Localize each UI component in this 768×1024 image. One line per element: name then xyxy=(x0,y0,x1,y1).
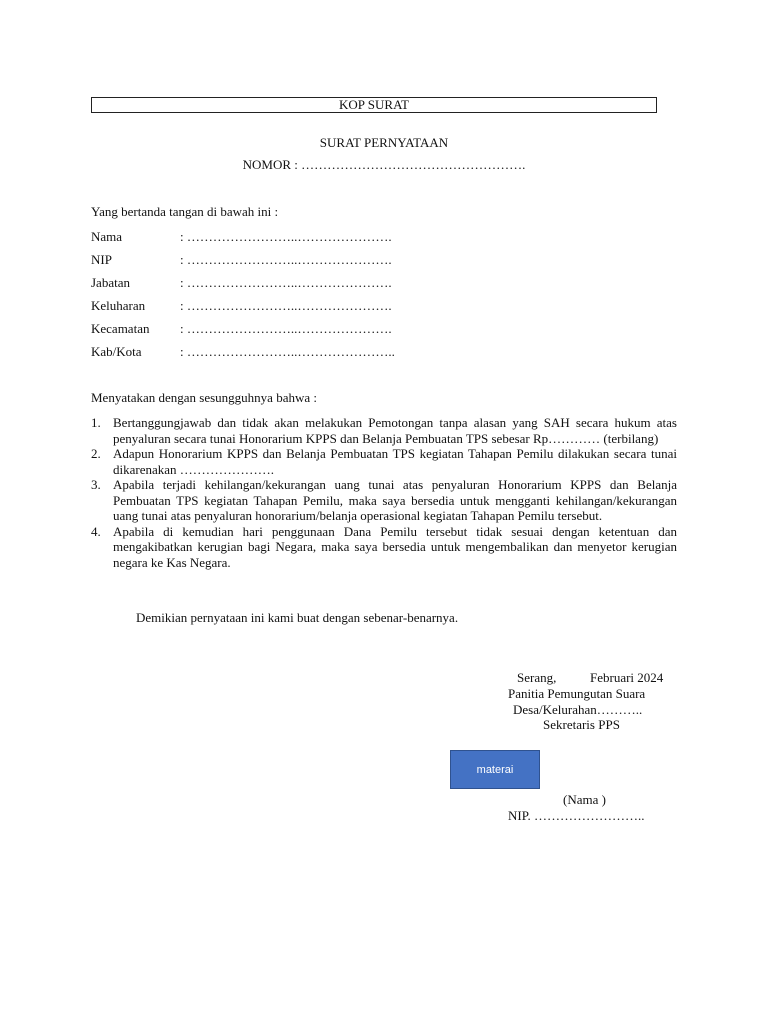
statement-list xyxy=(91,415,677,570)
field-label-nip: NIP xyxy=(91,252,112,267)
signature-nip: NIP. …………………….. xyxy=(508,808,645,823)
signature-name: (Nama ) xyxy=(563,792,606,807)
field-value-kab-kota: : ……………………..………………….. xyxy=(180,344,395,359)
intro-text: Yang bertanda tangan di bawah ini : xyxy=(91,204,279,219)
materai-stamp-box xyxy=(450,750,540,789)
field-value-keluharan: : ……………………..…………………. xyxy=(180,298,392,313)
list-item-number: 3. xyxy=(91,477,101,492)
materai-label: materai xyxy=(476,763,514,776)
field-label-keluharan: Keluharan xyxy=(91,298,146,313)
field-value-kecamatan: : ……………………..…………………. xyxy=(180,321,392,336)
list-item-text: Apabila di kemudian hari penggunaan Dana Pemilu tersebut tidak sesuai dengan ketentuan dan mengakibatkan kerugian bagi Negara, maka saya bersedia untuk mengembalikan dan menyetor kerugian negara ke Kas Negara. xyxy=(113,523,677,570)
list-item xyxy=(91,446,677,477)
field-label-kecamatan: Kecamatan xyxy=(91,321,150,336)
statement-intro: Menyatakan dengan sesungguhnya bahwa : xyxy=(91,390,317,405)
list-item-number: 2. xyxy=(91,446,101,461)
list-item xyxy=(91,524,677,571)
list-item-number: 4. xyxy=(91,523,101,539)
document-number: NOMOR : ……………………………………………. xyxy=(242,157,526,172)
list-item xyxy=(91,415,677,446)
signature-org: Panitia Pemungutan Suara xyxy=(508,686,646,701)
list-item-text: Adapun Honorarium KPPS dan Belanja Pembuatan TPS kegiatan Tahapan Pemilu dilakukan secara tunai dikarenakan …………………. xyxy=(113,446,677,477)
field-value-jabatan: : ……………………..…………………. xyxy=(180,275,392,290)
kop-surat-box: KOP SURAT xyxy=(91,97,657,113)
field-label-kab-kota: Kab/Kota xyxy=(91,344,142,359)
signature-position: Sekretaris PPS xyxy=(543,717,620,732)
list-item-text: Bertanggungjawab dan tidak akan melakukan Pemotongan tanpa alasan yang SAH secara hukum atas penyaluran secara tunai Honorarium KPPS dan Belanja Pembuatan TPS sebesar Rp………… (terbilang) xyxy=(113,415,677,446)
field-value-nama: : ……………………..…………………. xyxy=(180,229,392,244)
field-value-nip: : ……………………..…………………. xyxy=(180,252,392,267)
closing-text: Demikian pernyataan ini kami buat dengan sebenar-benarnya. xyxy=(136,610,459,625)
signature-place: Serang, xyxy=(517,670,557,685)
field-label-jabatan: Jabatan xyxy=(91,275,130,290)
list-item-number: 1. xyxy=(91,415,101,430)
signature-desa: Desa/Kelurahan……….. xyxy=(513,702,643,717)
list-item-text: Apabila terjadi kehilangan/kekurangan uang tunai atas penyaluran Honorarium KPPS dan Belanja Pembuatan TPS kegiatan Tahapan Pemilu, maka saya bersedia untuk mengganti kehilangan/kekurangan uang tunai atas penyaluran honorarium/belanja operasional kegiatan Tahapan Pemilu tersebut. xyxy=(113,477,677,523)
list-item xyxy=(91,477,677,524)
field-label-nama: Nama xyxy=(91,229,123,244)
document-title: SURAT PERNYATAAN xyxy=(319,135,449,150)
signature-date: Februari 2024 xyxy=(590,670,664,685)
